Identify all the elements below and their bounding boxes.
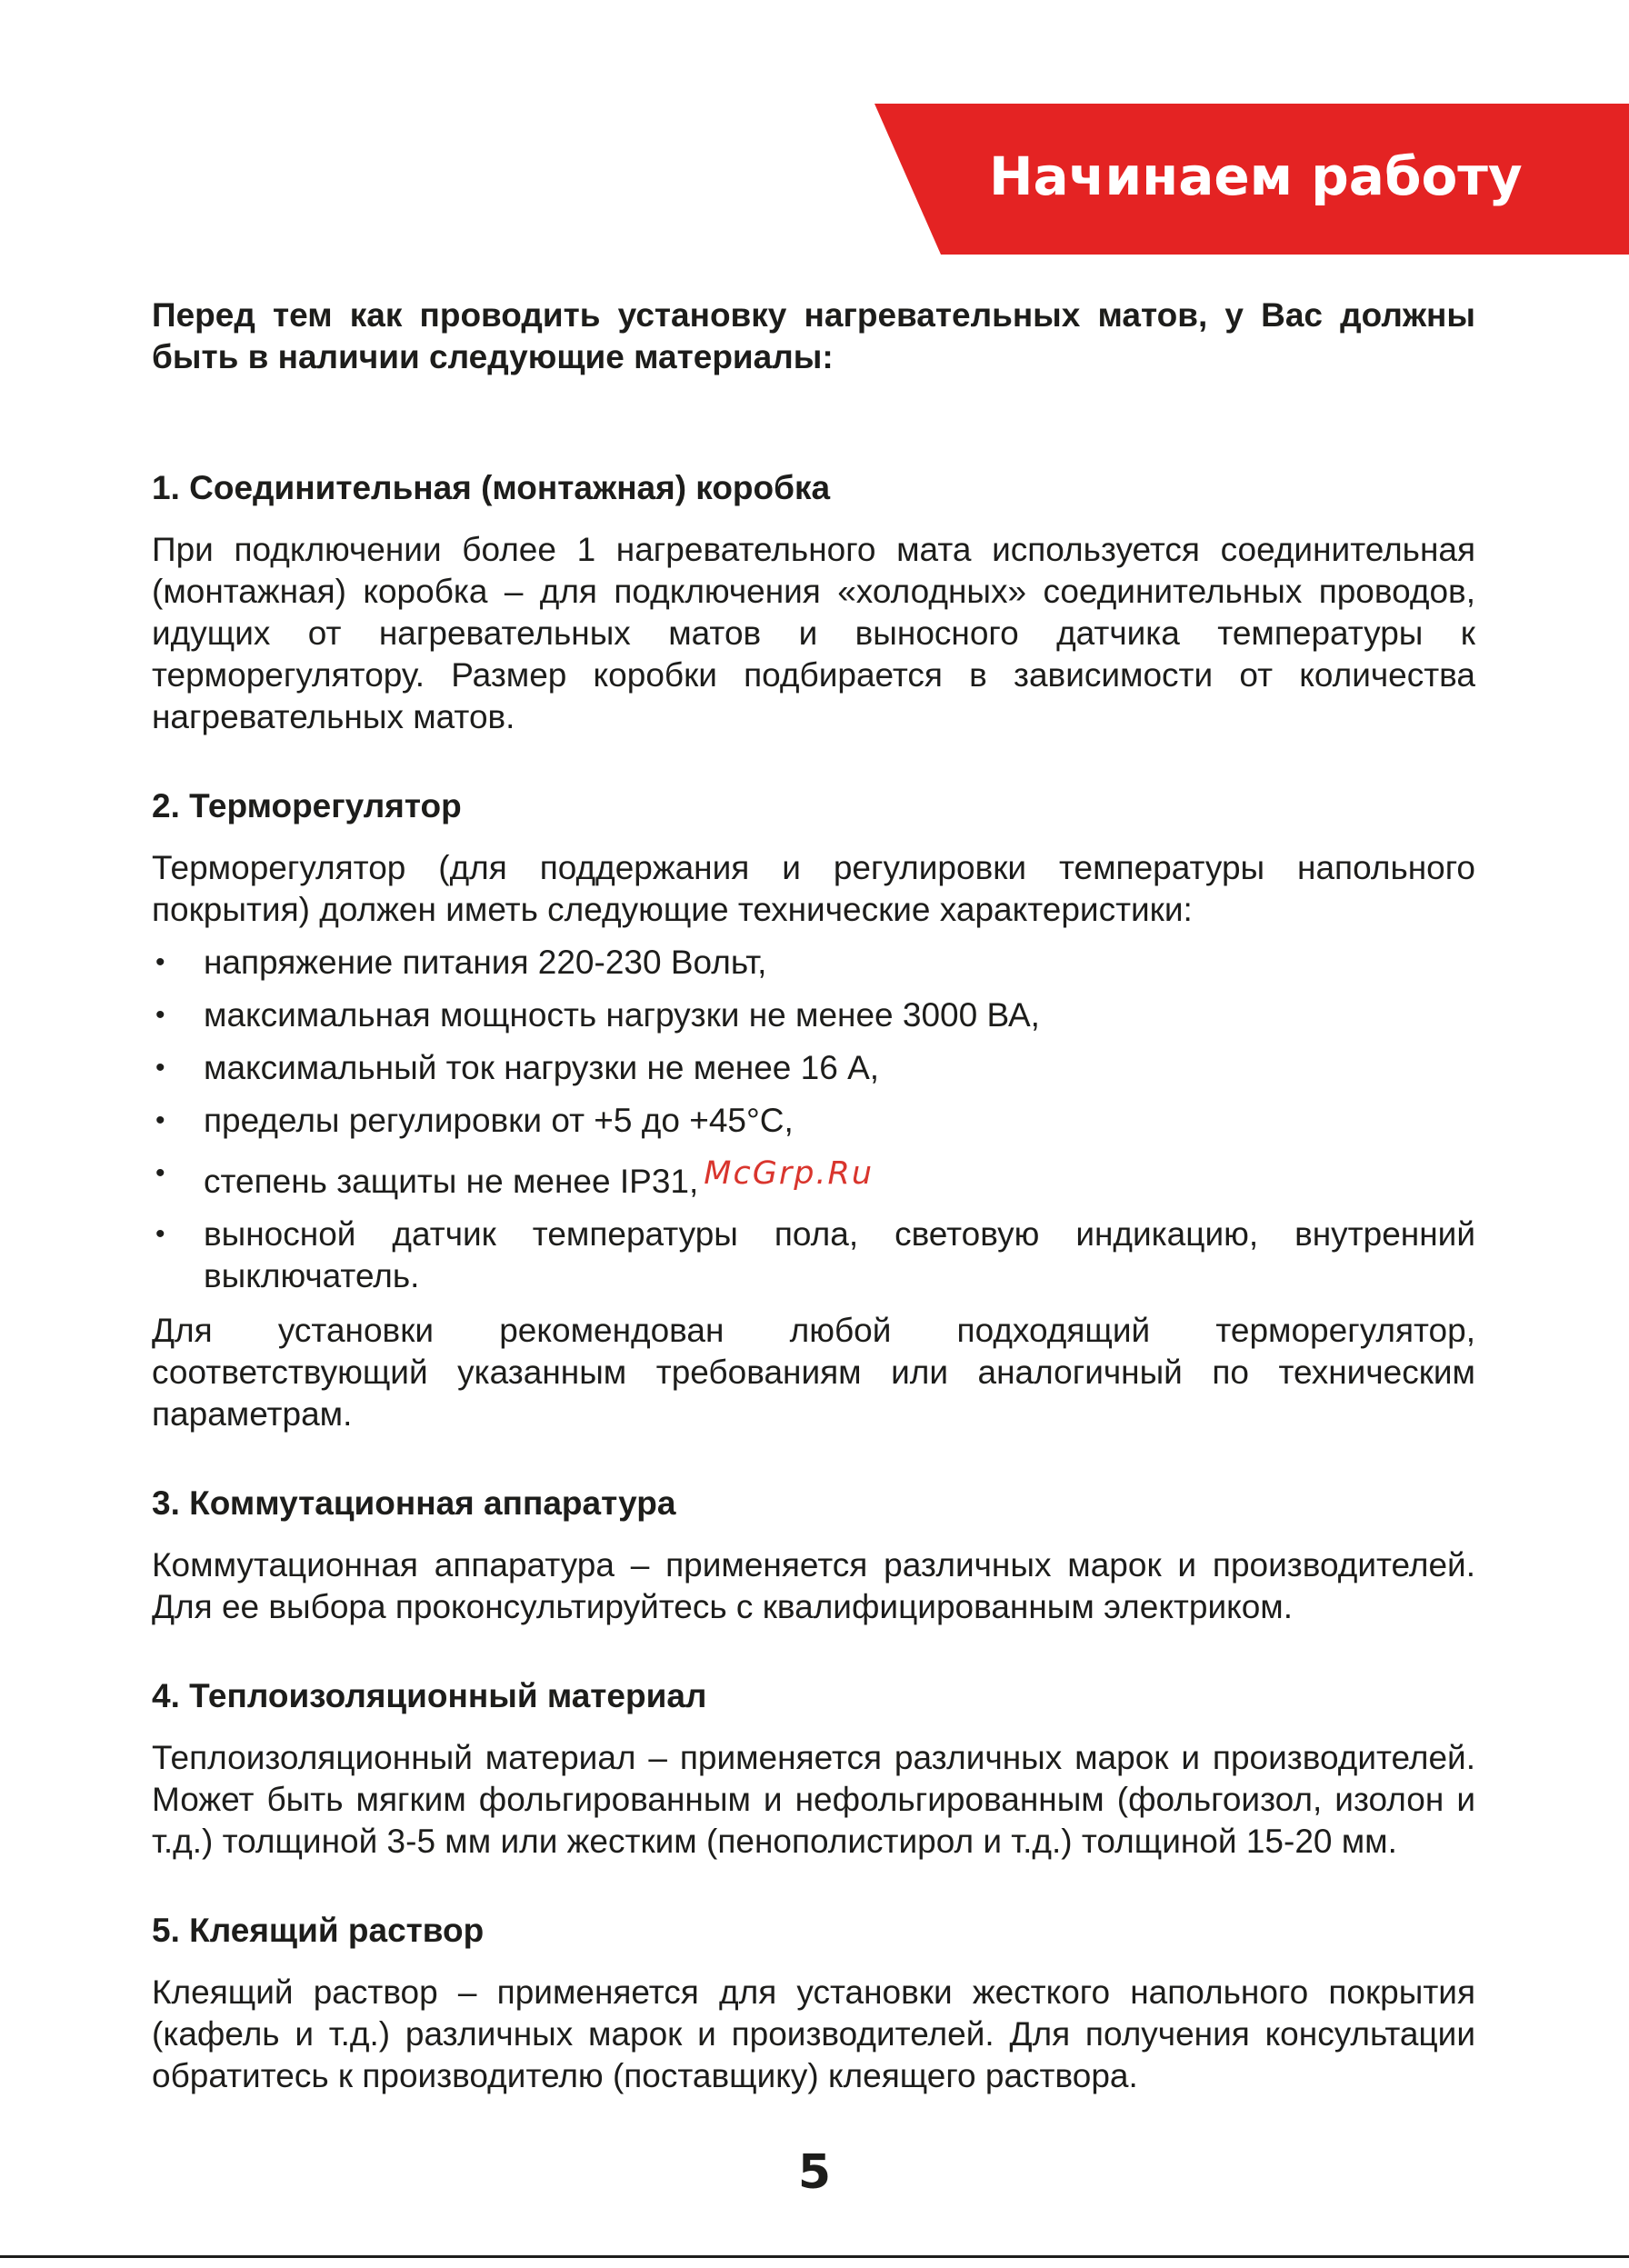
list-item bbox=[152, 1047, 1475, 1089]
document-body bbox=[152, 295, 1475, 2144]
list-item bbox=[152, 1100, 1475, 1142]
list-item-text: пределы регулировки от +5 до +45°С, bbox=[204, 1102, 794, 1139]
section-junction-box bbox=[152, 467, 1475, 738]
list-item-text: напряжение питания 220-230 Вольт, bbox=[204, 944, 767, 981]
list-item bbox=[152, 994, 1475, 1036]
section-heading: 2. Терморегулятор bbox=[152, 787, 462, 824]
bullet-icon: • bbox=[155, 1053, 165, 1083]
section-text: Терморегулятор (для поддержания и регулировки температуры напольного покрытия) должен иметь следующие технические характеристики: bbox=[152, 849, 1475, 928]
thermostat-spec-list bbox=[152, 942, 1475, 1297]
list-item bbox=[152, 1153, 1475, 1203]
section-heading: 3. Коммутационная аппаратура bbox=[152, 1484, 676, 1522]
footer-divider bbox=[0, 2255, 1629, 2258]
section-heading: 4. Теплоизоляционный материал bbox=[152, 1677, 707, 1714]
section-thermostat bbox=[152, 785, 1475, 1435]
section-insulation bbox=[152, 1675, 1475, 1863]
bullet-icon: • bbox=[155, 947, 165, 977]
section-heading: 5. Клеящий раствор bbox=[152, 1912, 485, 1949]
bullet-icon: • bbox=[155, 1219, 165, 1249]
section-text: Коммутационная аппаратура – применяется различных марок и производителей. Для ее выбора проконсультируйтесь с квалифицированным электриком. bbox=[152, 1546, 1475, 1625]
section-text: Для установки рекомендован любой подходящий терморегулятор, соответствующий указанным требованиям или аналогичный по техническим параметрам. bbox=[152, 1312, 1475, 1433]
list-item-text: максимальный ток нагрузки не менее 16 А, bbox=[204, 1049, 880, 1086]
section-text: При подключении более 1 нагревательного мата используется соединительная (монтажная) коробка – для подключения «холодных» соединительных проводов, идущих от нагревательных матов и выносного датчика температуры к терморегулятору. Размер коробки подбирается в зависимости от количества нагревательных матов. bbox=[152, 531, 1475, 735]
list-item bbox=[152, 1214, 1475, 1297]
list-item-text: максимальная мощность нагрузки не менее 3000 ВА, bbox=[204, 996, 1040, 1034]
bullet-icon: • bbox=[155, 1105, 165, 1135]
section-switchgear bbox=[152, 1483, 1475, 1628]
section-text: Теплоизоляционный материал – применяется различных марок и производителей. Может быть мягким фольгированным и нефольгированным (фольгоизол, изолон и т.д.) толщиной 3-5 мм или жестким (пенополистирол и т.д.) толщиной 15-20 мм. bbox=[152, 1739, 1475, 1860]
section-heading: 1. Соединительная (монтажная) коробка bbox=[152, 469, 831, 506]
bullet-icon: • bbox=[155, 1158, 165, 1188]
intro-text: Перед тем как проводить установку нагревательных матов, у Вас должны быть в наличии следующие материалы: bbox=[152, 296, 1475, 375]
list-item bbox=[152, 942, 1475, 984]
page-title: Начинаем работу bbox=[989, 145, 1523, 207]
section-text: Клеящий раствор – применяется для установки жесткого напольного покрытия (кафель и т.д.) различных марок и производителей. Для получения консультации обратитесь к производителю (поставщику) клеящего раствора. bbox=[152, 1973, 1475, 2094]
list-item-text: выносной датчик температуры пола, световую индикацию, внутренний выключатель. bbox=[204, 1215, 1475, 1294]
page-number: 5 bbox=[797, 2145, 832, 2200]
section-adhesive bbox=[152, 1910, 1475, 2097]
watermark-text: McGrp.Ru bbox=[704, 1155, 874, 1192]
bullet-icon: • bbox=[155, 1000, 165, 1030]
list-item-text: степень защиты не менее IP31, bbox=[204, 1163, 699, 1200]
